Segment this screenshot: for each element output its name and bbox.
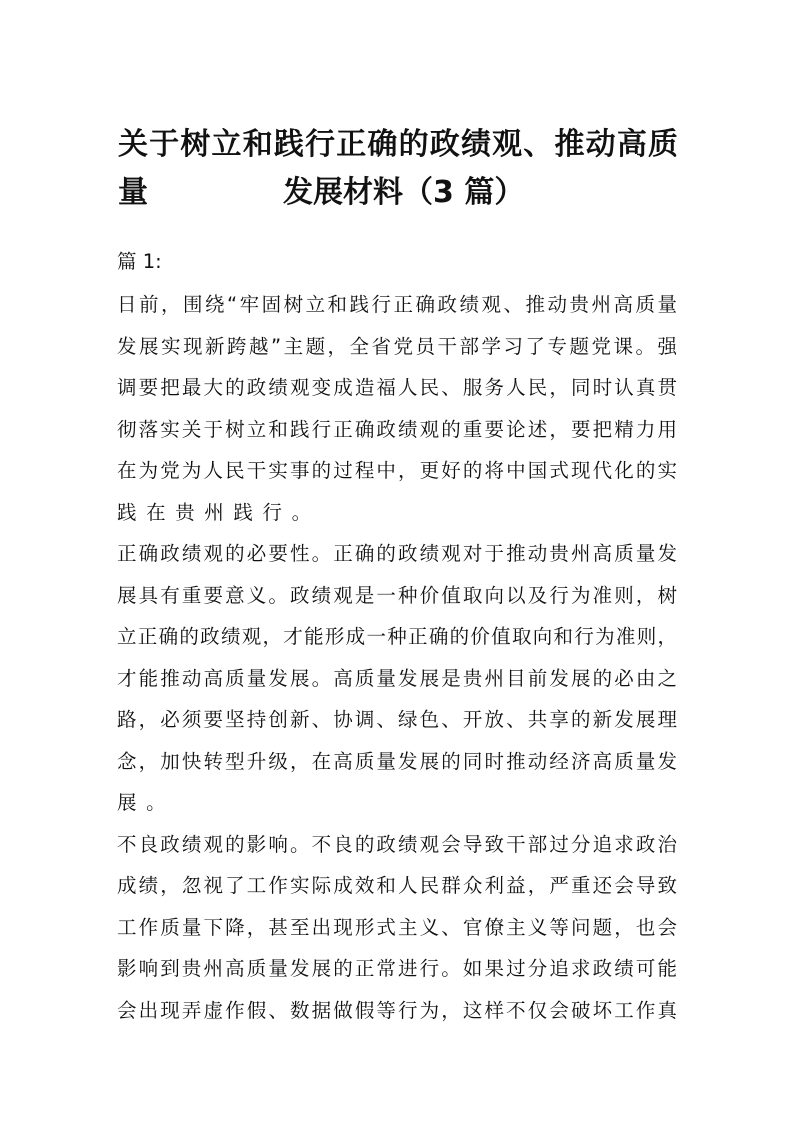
text-line: 念，加快转型升级，在高质量发展的同时推动经济高质量发	[117, 749, 677, 773]
text-line: 才能推动高质量发展。高质量发展是贵州目前发展的必由之	[117, 666, 677, 690]
text-line: 展。	[117, 791, 176, 814]
text-line: 成绩，忽视了工作实际成效和人民群众利益，严重还会导致	[117, 874, 677, 897]
paragraph-3	[117, 824, 677, 1032]
text-line: 践在贵州践行。	[117, 500, 321, 524]
text-line: 立正确的政绩观，才能形成一种正确的价值取向和行为准则，	[117, 625, 677, 648]
text-line: 发展实现新跨越”主题，全省党员干部学习了专题党课。强	[117, 334, 677, 358]
text-line: 调要把最大的政绩观变成造福人民、服务人民，同时认真贯	[117, 376, 677, 399]
text-line: 展具有重要意义。政绩观是一种价值取向以及行为准则，树	[117, 583, 677, 607]
text-line: 彻落实关于树立和践行正确政绩观的重要论述，要把精力用	[117, 417, 677, 441]
text-line: 工作质量下降，甚至出现形式主义、官僚主义等问题，也会	[117, 915, 677, 939]
text-line: 日前，围绕“牢固树立和践行正确政绩观、推动贵州高质量	[117, 293, 677, 316]
document-body	[117, 240, 677, 1031]
text-line: 影响到贵州高质量发展的正常进行。如果过分追求政绩可能	[117, 957, 677, 980]
section-label: 篇 1:	[117, 250, 162, 273]
document-title-line-2: 发展材料（3 篇）	[283, 175, 525, 210]
text-line: 正确政绩观的必要性。正确的政绩观对于推动贵州高质量发	[117, 542, 677, 565]
text-line: 会出现弄虚作假、数据做假等行为，这样不仅会破坏工作真	[117, 998, 677, 1022]
paragraph-1	[117, 284, 677, 533]
paragraph-2	[117, 533, 677, 824]
text-line: 路，必须要坚持创新、协调、绿色、开放、共享的新发展理	[117, 708, 677, 731]
document-title-line-1: 关于树立和践行正确的政绩观、推动高质量	[118, 127, 678, 210]
text-line: 不良政绩观的影响。不良的政绩观会导致干部过分追求政治	[117, 832, 677, 856]
text-line: 在为党为人民干实事的过程中，更好的将中国式现代化的实	[117, 459, 677, 482]
